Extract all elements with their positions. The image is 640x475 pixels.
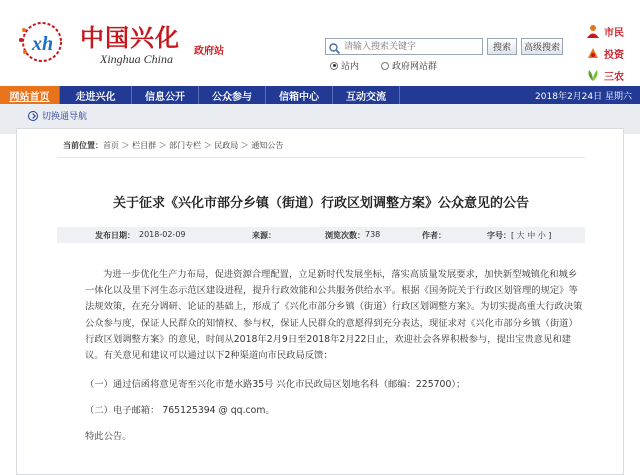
nav-item-interaction[interactable]: 互动交流 [333, 86, 400, 104]
date-label: 发布日期： [95, 231, 135, 240]
date-value: 2018-02-09 [139, 230, 186, 239]
logo-mark-text: xh [32, 33, 54, 55]
search-scope [330, 59, 437, 72]
scope-radio-gov-sites[interactable] [381, 62, 389, 70]
gov-label: 政府站 [194, 46, 224, 57]
agriculture-icon [585, 68, 601, 82]
citizen-icon [585, 24, 601, 38]
search-icon [328, 40, 341, 53]
feedback-item-email: （二）电子邮箱： 765125394 @ qq.com。 [85, 405, 275, 416]
site-name-en: Xinghua China [100, 52, 174, 66]
site-name[interactable]: 中国兴化 [80, 23, 180, 52]
nav-item-about[interactable]: 走进兴化 [60, 86, 132, 104]
fontsize-label: 字号： [487, 231, 511, 240]
side-link-citizen[interactable] [585, 20, 640, 42]
article-title: 关于征求《兴化市部分乡镇（街道）行政区划调整方案》公众意见的公告 [112, 196, 529, 211]
scope-label-site: 站内 [341, 62, 360, 72]
nav-item-mailbox[interactable]: 信箱中心 [266, 86, 333, 104]
side-link-label: 三农 [604, 71, 624, 83]
views-label: 浏览次数： [325, 231, 365, 240]
views-value: 738 [365, 230, 381, 239]
xinghua-logo-icon[interactable] [16, 20, 78, 64]
breadcrumb-prefix: 当前位置： [63, 141, 103, 150]
current-date: 2018年2月24日 星期六 [535, 91, 632, 102]
side-link-agriculture[interactable] [585, 64, 640, 86]
source-label: 来源： [252, 231, 276, 240]
breadcrumb-path[interactable]: 首页 ＞ 栏目群 ＞ 部门专栏 ＞ 民政局 ＞ 通知公告 [103, 141, 284, 150]
fontsize-options[interactable]: [ 大 中 小 ] [511, 231, 552, 240]
scope-radio-site[interactable] [330, 62, 338, 70]
search-box [325, 38, 483, 55]
article-meta [57, 227, 585, 243]
side-link-investment[interactable] [585, 42, 640, 64]
search-input[interactable] [341, 40, 479, 54]
scope-label-gov-sites: 政府网站群 [392, 62, 438, 72]
article-paragraph: 为进一步优化生产力布局，促进资源合理配置，立足新时代发展坐标，落实高质量发展要求，加快新型城镇化和城乡一体化以及里下河生态示范区建设进程，提升行政效能和公共服务供给水平。根据《国务院关于行政区划管理的规定》等法规效策，在充分调研、论证的基础上，形成了《兴化市部分乡镇（街道）行政区划调整方案》。为切实提高重大行政决策公众参与度，保证人民群众的知情权、参与权，保证人民群众的意愿得到充分表达，现征求对《兴化市部分乡镇（街道）行政区划调整方案》的意见，时间从2018年2月9日至2018年2月22日止，欢迎社会各界积极参与，提出宝贵意见和建议。有关意见和建议可以通过以下2种渠道向市民政局反馈： [85, 269, 583, 362]
closing-text: 特此公告。 [85, 431, 132, 442]
content-panel [16, 128, 624, 475]
nav-item-info[interactable]: 信息公开 [132, 86, 199, 104]
author-label: 作者： [422, 231, 446, 240]
search-button[interactable]: 搜索 [487, 38, 517, 55]
nav-item-participation[interactable]: 公众参与 [199, 86, 266, 104]
subnav-toggle[interactable] [28, 109, 87, 122]
nav-item-home[interactable]: 网站首页 [0, 86, 60, 104]
divider [57, 157, 585, 158]
investment-icon [585, 46, 601, 60]
feedback-item-mail: （一）通过信函将意见寄至兴化市楚水路35号 兴化市民政局区划地名科（邮编：225700）； [85, 379, 466, 390]
subnav-label: 切换通导航 [42, 112, 88, 122]
article-body [85, 267, 585, 442]
advanced-search-button[interactable]: 高级搜索 [521, 38, 563, 55]
breadcrumb [63, 140, 283, 151]
side-link-label: 投资 [604, 49, 624, 61]
side-links [585, 20, 640, 86]
site-header [0, 0, 640, 86]
side-link-label: 市民 [604, 27, 624, 39]
main-nav [0, 86, 640, 104]
arrow-circle-icon [28, 111, 38, 121]
